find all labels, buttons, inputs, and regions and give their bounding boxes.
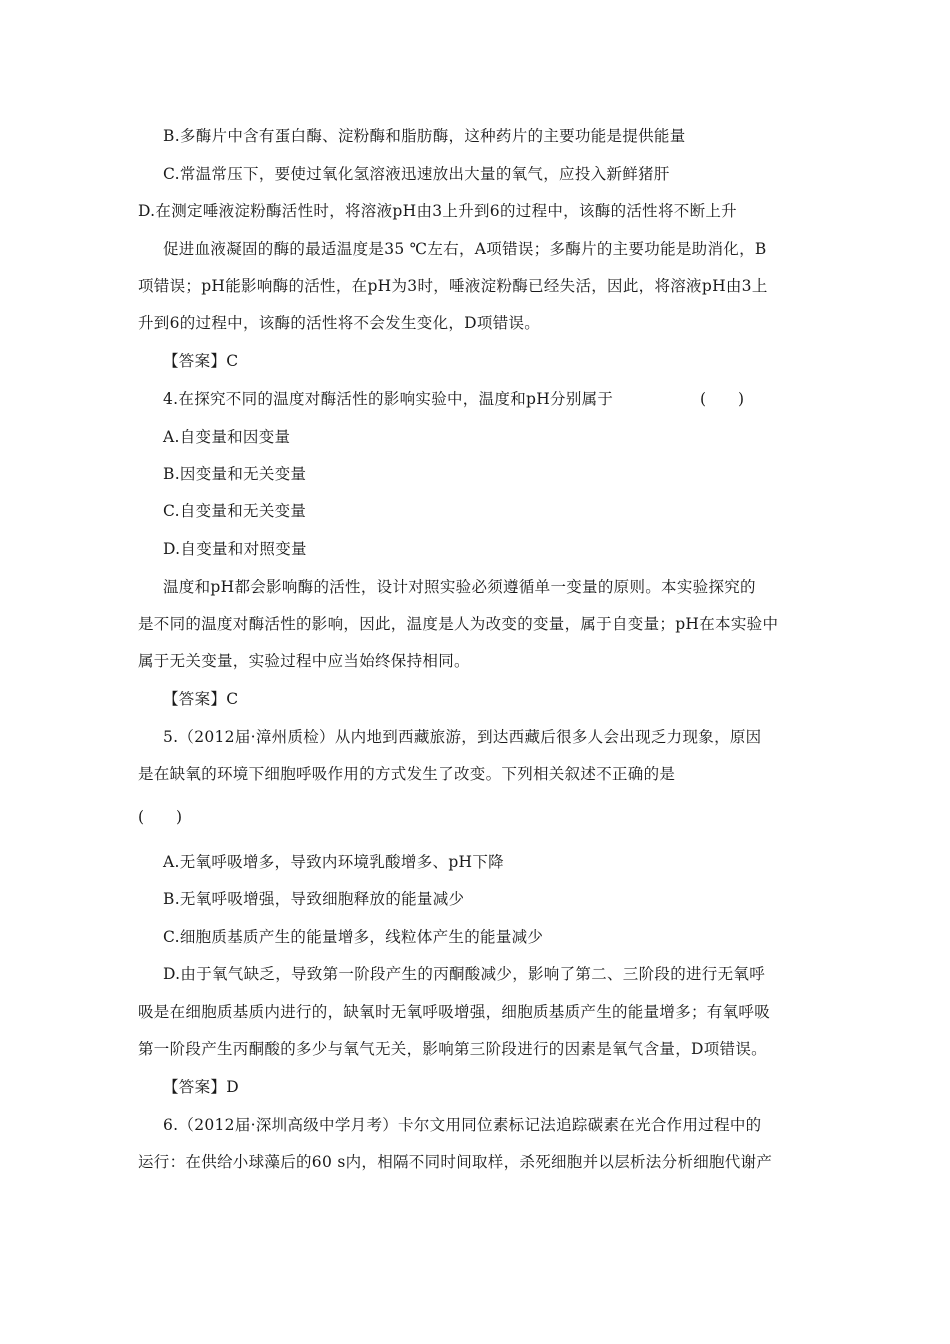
option-c-line: C.细胞质基质产生的能量增多，线粒体产生的能量减少 bbox=[163, 928, 544, 946]
option-d-line: D.由于氧气缺乏，导致第一阶段产生的丙酮酸减少，影响了第二、三阶段的进行无氧呼 bbox=[163, 965, 766, 983]
option-a-line: A.自变量和因变量 bbox=[163, 428, 291, 446]
option-d-line: D.在测定唾液淀粉酶活性时，将溶液pH由3上升到6的过程中，该酶的活性将不断上升 bbox=[138, 202, 737, 220]
question-5-paren: ( ) bbox=[138, 808, 183, 826]
question-6-stem: 运行：在供给小球藻后的60 s内，相隔不同时间取样，杀死细胞并以层析法分析细胞代谢产 bbox=[138, 1153, 773, 1171]
answer-label: 【答案】D bbox=[163, 1078, 239, 1096]
option-a-line: A.无氧呼吸增多，导致内环境乳酸增多、pH下降 bbox=[163, 853, 504, 871]
explanation-line: 促进血液凝固的酶的最适温度是35 ℃左右，A项错误；多酶片的主要功能是助消化，B bbox=[163, 240, 767, 258]
question-6-stem: 6.（2012届·深圳高级中学月考）卡尔文用同位素标记法追踪碳素在光合作用过程中的 bbox=[163, 1116, 762, 1134]
option-b-line: B.因变量和无关变量 bbox=[163, 465, 307, 483]
explanation-line: 第一阶段产生丙酮酸的多少与氧气无关，影响第三阶段进行的因素是氧气含量，D项错误。 bbox=[138, 1040, 767, 1058]
explanation-line: 属于无关变量，实验过程中应当始终保持相同。 bbox=[138, 652, 470, 670]
answer-label: 【答案】C bbox=[163, 352, 239, 370]
explanation-line: 温度和pH都会影响酶的活性，设计对照实验必须遵循单一变量的原则。本实验探究的 bbox=[163, 578, 756, 596]
explanation-line: 是不同的温度对酶活性的影响，因此，温度是人为改变的变量，属于自变量；pH在本实验中 bbox=[138, 615, 779, 633]
option-b-line: B.多酶片中含有蛋白酶、淀粉酶和脂肪酶，这种药片的主要功能是提供能量 bbox=[163, 127, 686, 145]
question-4-stem: 4.在探究不同的温度对酶活性的影响实验中，温度和pH分别属于 bbox=[163, 390, 614, 408]
option-c-line: C.常温常压下，要使过氧化氢溶液迅速放出大量的氧气，应投入新鲜猪肝 bbox=[163, 165, 670, 183]
answer-label: 【答案】C bbox=[163, 690, 239, 708]
option-c-line: C.自变量和无关变量 bbox=[163, 502, 307, 520]
question-5-stem: 5.（2012届·漳州质检）从内地到西藏旅游，到达西藏后很多人会出现乏力现象，原因 bbox=[163, 728, 762, 746]
explanation-line: 吸是在细胞质基质内进行的，缺氧时无氧呼吸增强，细胞质基质产生的能量增多；有氧呼吸 bbox=[138, 1003, 771, 1021]
question-4-paren: ( ) bbox=[700, 390, 745, 408]
option-b-line: B.无氧呼吸增强，导致细胞释放的能量减少 bbox=[163, 890, 465, 908]
explanation-line: 升到6的过程中，该酶的活性将不会发生变化，D项错误。 bbox=[138, 314, 541, 332]
question-5-stem: 是在缺氧的环境下细胞呼吸作用的方式发生了改变。下列相关叙述不正确的是 bbox=[138, 765, 676, 783]
explanation-line: 项错误；pH能影响酶的活性，在pH为3时，唾液淀粉酶已经失活，因此，将溶液pH由3上 bbox=[138, 277, 768, 295]
option-d-line: D.自变量和对照变量 bbox=[163, 540, 307, 558]
